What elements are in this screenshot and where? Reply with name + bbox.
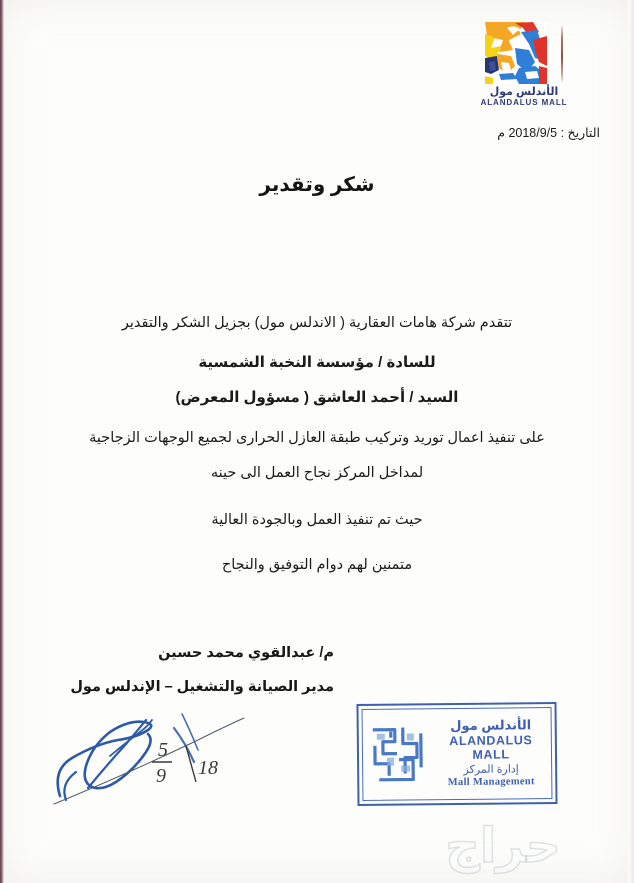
watermark: حراج xyxy=(445,820,561,873)
brand-name-arabic: الأندلس مول xyxy=(489,86,559,98)
body-paragraph-intro: تتقدم شركة هامات العقارية ( الاندلس مول) بجزيل الشكر والتقدير xyxy=(121,315,513,331)
letter-body xyxy=(34,312,600,594)
official-stamp xyxy=(356,702,557,806)
body-paragraph-scope-line1: على تنفيذ اعمال توريد وتركيب طبقة العازل الحرارى لجميع الوجهات الزجاجية xyxy=(89,430,545,447)
body-paragraph-recipient-person: السيد / أحمد العاشق ( مسؤول المعرض) xyxy=(175,388,459,406)
signatory-role: مدير الصيانة والتشغيل – الإندلس مول xyxy=(70,679,334,695)
svg-text:18: 18 xyxy=(198,757,218,779)
body-paragraph-closing: متمنين لهم دوام التوفيق والنجاح xyxy=(221,557,413,574)
svg-text:9: 9 xyxy=(156,765,166,787)
handwritten-date xyxy=(152,739,218,787)
date-value: 2018/9/5 xyxy=(508,126,558,140)
vertical-rule-icon xyxy=(561,26,563,82)
body-paragraph-scope-line2: لمداخل المركز نجاح العمل الى حينه xyxy=(210,465,424,482)
signatory-name: م/ عبدالقوي محمد حسين xyxy=(158,645,334,661)
logo-row xyxy=(450,22,598,84)
stamp-english-name: ALANDALUS MALL xyxy=(449,732,533,762)
date-era-suffix: م xyxy=(497,126,505,140)
svg-text:5: 5 xyxy=(158,739,168,761)
stamp-text-block xyxy=(437,718,546,790)
alandalus-mall-stamp-logo-icon xyxy=(369,723,430,786)
stamp-english-department: Mall Management xyxy=(447,776,535,789)
body-paragraph-quality: حيث تم تنفيذ العمل وبالجودة العالية xyxy=(211,511,423,528)
body-paragraph-recipient-company: للسادة / مؤسسة النخبة الشمسية xyxy=(198,354,436,372)
handwritten-signature-icon xyxy=(48,700,258,815)
page-title: شكر وتقدير xyxy=(259,174,375,196)
date-line xyxy=(497,125,600,140)
date-label: التاريخ : xyxy=(560,126,600,140)
letterhead xyxy=(450,22,598,108)
signature-block xyxy=(70,645,334,695)
stamp-arabic-name: الأندلس مول xyxy=(450,717,532,733)
stamp-inner-frame xyxy=(362,707,553,801)
alandalus-mall-logo-icon xyxy=(485,22,547,84)
brand-name-english: ALANDALUS MALL xyxy=(480,98,568,108)
stamp-arabic-department: إدارة المركز xyxy=(463,763,519,777)
